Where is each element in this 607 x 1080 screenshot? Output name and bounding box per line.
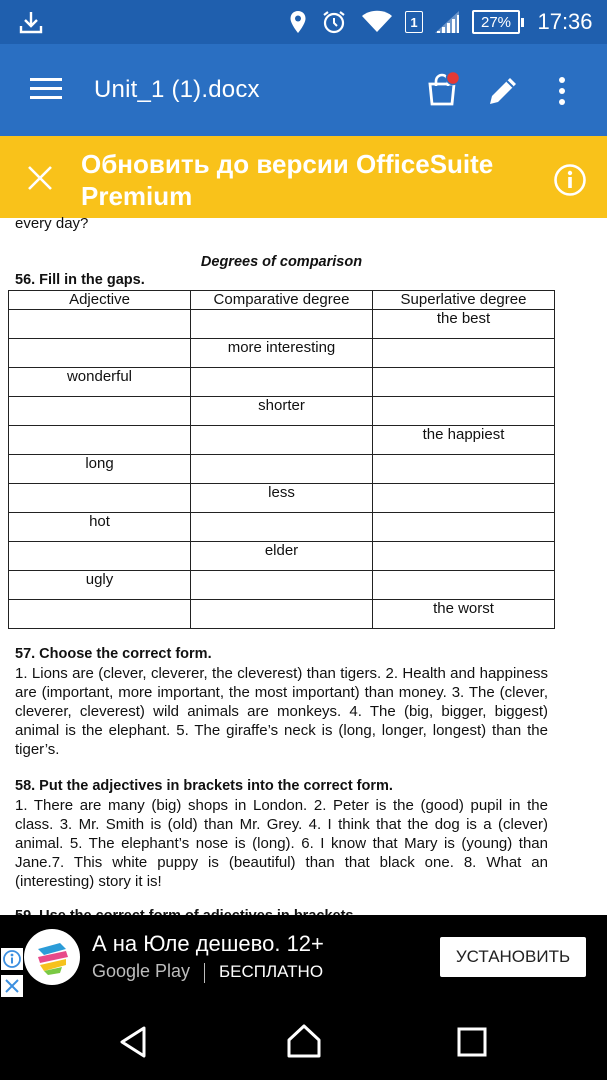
table-row <box>9 455 555 484</box>
table-cell <box>9 339 191 368</box>
column-header: Superlative degree <box>373 291 555 310</box>
table-cell <box>191 455 373 484</box>
install-button[interactable]: УСТАНОВИТЬ <box>440 937 586 977</box>
table-cell <box>191 600 373 629</box>
more-vert-icon[interactable] <box>552 75 572 107</box>
download-icon <box>16 0 46 44</box>
clock: 17:36 <box>537 9 593 34</box>
table-cell <box>191 310 373 339</box>
document-title: Unit_1 (1).docx <box>94 76 260 103</box>
app-bar <box>0 44 607 136</box>
exercise-56-heading: 56. Fill in the gaps. <box>15 272 145 288</box>
table-cell <box>373 339 555 368</box>
table-cell <box>373 368 555 397</box>
table-row <box>9 368 555 397</box>
table-cell: shorter <box>191 397 373 426</box>
navigation-bar <box>0 1000 607 1080</box>
table-row <box>9 571 555 600</box>
alarm-icon <box>320 0 348 44</box>
ad-price: БЕСПЛАТНО <box>219 962 324 981</box>
ad-close-icon[interactable] <box>1 975 23 997</box>
table-cell <box>9 484 191 513</box>
table-header-row <box>9 291 555 310</box>
ad-info-icon[interactable] <box>1 948 23 970</box>
table-cell <box>9 397 191 426</box>
shop-bag-icon[interactable] <box>424 70 464 110</box>
table-cell <box>9 542 191 571</box>
recents-icon[interactable] <box>456 1026 488 1058</box>
battery-level: 27% <box>472 10 520 34</box>
table-cell <box>9 600 191 629</box>
back-icon[interactable] <box>115 1024 151 1060</box>
table-cell <box>191 571 373 600</box>
table-cell <box>9 426 191 455</box>
table-cell <box>191 368 373 397</box>
exercise-57-body: 1. Lions are (clever, cleverer, the cleverest) than tigers. 2. Health and happiness are (important, more important, the most important) than money. 3. The (clever, cleverer, cleverest) wild animals are monkeys. 4. The (big, bigger, biggest) animal is the elephant. 5. The giraffe’s neck is (long, longer, longest) than the tiger’s. <box>15 665 548 758</box>
signal-icon <box>432 0 462 44</box>
table-cell <box>373 571 555 600</box>
document-view[interactable] <box>0 215 607 915</box>
wifi-icon <box>360 0 394 44</box>
column-header: Comparative degree <box>191 291 373 310</box>
table-row <box>9 600 555 629</box>
table-cell: ugly <box>9 571 191 600</box>
table-cell: elder <box>191 542 373 571</box>
table-row <box>9 339 555 368</box>
table-row <box>9 542 555 571</box>
table-cell: the happiest <box>373 426 555 455</box>
upgrade-text: Обновить до версии OfficeSuite Premium <box>81 149 494 211</box>
sim-icon: 1 <box>404 0 424 44</box>
table-cell <box>191 426 373 455</box>
table-cell: the best <box>373 310 555 339</box>
app-logo-icon[interactable] <box>24 929 80 985</box>
table-row <box>9 310 555 339</box>
ad-divider <box>204 963 205 983</box>
table-cell <box>373 542 555 571</box>
table-cell: hot <box>9 513 191 542</box>
table-row <box>9 484 555 513</box>
table-cell <box>191 513 373 542</box>
comparison-table <box>8 290 555 629</box>
table-cell: less <box>191 484 373 513</box>
location-icon <box>288 0 308 44</box>
table-cell <box>373 513 555 542</box>
table-cell <box>373 455 555 484</box>
google-play-label: Google Play <box>92 961 191 981</box>
table-row <box>9 397 555 426</box>
table-cell: long <box>9 455 191 484</box>
table-cell: more interesting <box>191 339 373 368</box>
close-icon[interactable] <box>26 164 54 192</box>
edit-pencil-icon[interactable] <box>486 74 520 108</box>
exercise-58-body: 1. There are many (big) shops in London. 2. Peter is the (good) pupil in the class. 3. Mr. Smith is (old) than Mr. Grey. 4. I think that the dog is a (clever) animal. 5. The elephant’s nose is (long). 6. I know that Mary is (young) than Jane.7. This white puppy is (beautiful) than that black one. 8. What an (interesting) story it is! <box>15 797 548 890</box>
exercise-58-heading: 58. Put the adjectives in brackets into the correct form. <box>15 778 393 794</box>
column-header: Adjective <box>9 291 191 310</box>
table-cell: wonderful <box>9 368 191 397</box>
battery-icon <box>472 0 524 44</box>
previous-text-tail: every day? <box>15 215 89 232</box>
info-icon[interactable] <box>553 163 587 197</box>
table-row <box>9 426 555 455</box>
ad-headline: А на Юле дешево. 12+ <box>92 931 324 956</box>
exercise-57-heading: 57. Choose the correct form. <box>15 646 212 662</box>
table-cell <box>373 484 555 513</box>
table-cell: the worst <box>373 600 555 629</box>
upgrade-banner[interactable] <box>0 136 607 218</box>
status-bar <box>0 0 607 44</box>
home-icon[interactable] <box>285 1022 323 1060</box>
section-title: Degrees of comparison <box>200 254 363 270</box>
table-cell <box>373 397 555 426</box>
ad-banner[interactable] <box>0 915 607 1000</box>
menu-icon[interactable] <box>30 76 64 102</box>
table-row <box>9 513 555 542</box>
table-cell <box>9 310 191 339</box>
